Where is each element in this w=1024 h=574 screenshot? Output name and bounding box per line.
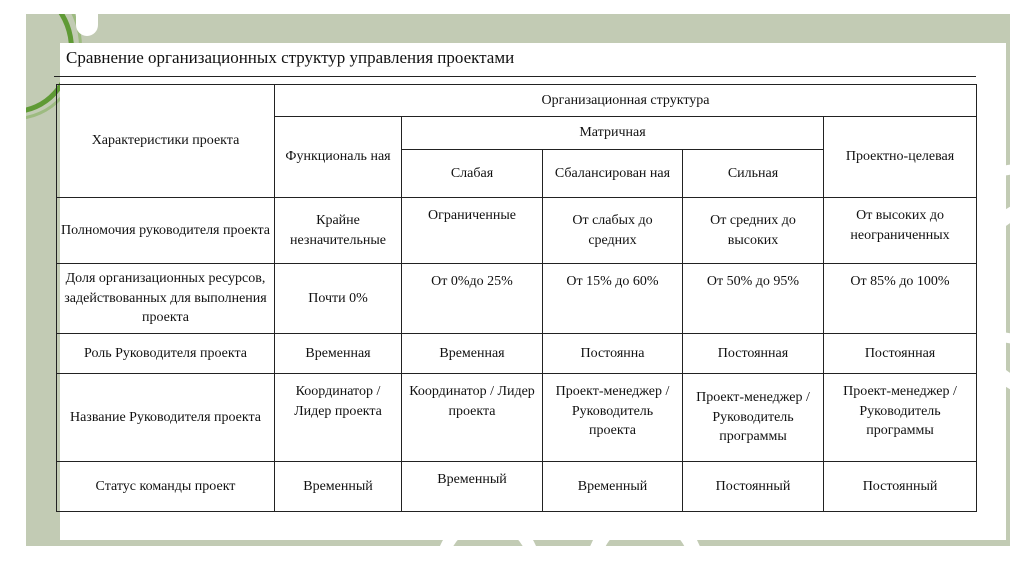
table-cell: Проект-менеджер / Руководитель программы — [683, 374, 824, 462]
table-cell: Постоянный — [824, 462, 977, 512]
table-row — [57, 374, 977, 462]
header-weak: Слабая — [402, 150, 543, 198]
table-cell: Проект-менеджер / Руководитель программы — [824, 374, 977, 462]
table-row — [57, 462, 977, 512]
table-cell: Временный — [543, 462, 683, 512]
slide-title: Сравнение организационных структур управления проектами — [66, 48, 515, 67]
table-cell: Крайне незначительные — [275, 198, 402, 264]
table-cell: От высоких до неограниченных — [824, 198, 977, 264]
table-cell: Временный — [275, 462, 402, 512]
table-cell: От 15% до 60% — [543, 264, 683, 334]
table-row — [57, 334, 977, 374]
row-label: Название Руководителя проекта — [57, 374, 275, 462]
header-balanced: Сбалансирован ная — [543, 150, 683, 198]
header-functional: Функциональ ная — [275, 117, 402, 198]
table-cell: Проект-менеджер / Руководитель проекта — [543, 374, 683, 462]
table-cell: Почти 0% — [275, 264, 402, 334]
table-cell: От 85% до 100% — [824, 264, 977, 334]
table-cell: Координатор / Лидер проекта — [402, 374, 543, 462]
comparison-table — [56, 84, 977, 512]
table-cell: Ограниченные — [402, 198, 543, 264]
table-row — [57, 198, 977, 264]
table-cell: Постоянный — [683, 462, 824, 512]
table-header-row — [57, 85, 977, 117]
table-cell: Временная — [275, 334, 402, 374]
table-cell: Постоянная — [824, 334, 977, 374]
header-characteristics: Характеристики проекта — [57, 85, 275, 198]
header-matrix: Матричная — [402, 117, 824, 150]
row-label: Роль Руководителя проекта — [57, 334, 275, 374]
table-cell: От слабых до средних — [543, 198, 683, 264]
table-row — [57, 264, 977, 334]
header-strong: Сильная — [683, 150, 824, 198]
row-label: Полномочия руководителя проекта — [57, 198, 275, 264]
row-label: Статус команды проект — [57, 462, 275, 512]
table-cell: От средних до высоких — [683, 198, 824, 264]
title-divider — [54, 76, 976, 77]
decorative-shape — [76, 14, 98, 36]
table-cell: Координатор / Лидер проекта — [275, 374, 402, 462]
header-org-structure: Организационная структура — [275, 85, 977, 117]
table-cell: Постоянная — [683, 334, 824, 374]
table-cell: От 0%до 25% — [402, 264, 543, 334]
table-cell: От 50% до 95% — [683, 264, 824, 334]
table-cell: Временная — [402, 334, 543, 374]
row-label: Доля организационных ресурсов, задействованных для выполнения проекта — [57, 264, 275, 334]
table-cell: Постоянна — [543, 334, 683, 374]
table-cell: Временный — [402, 462, 543, 512]
header-project: Проектно-целевая — [824, 117, 977, 198]
